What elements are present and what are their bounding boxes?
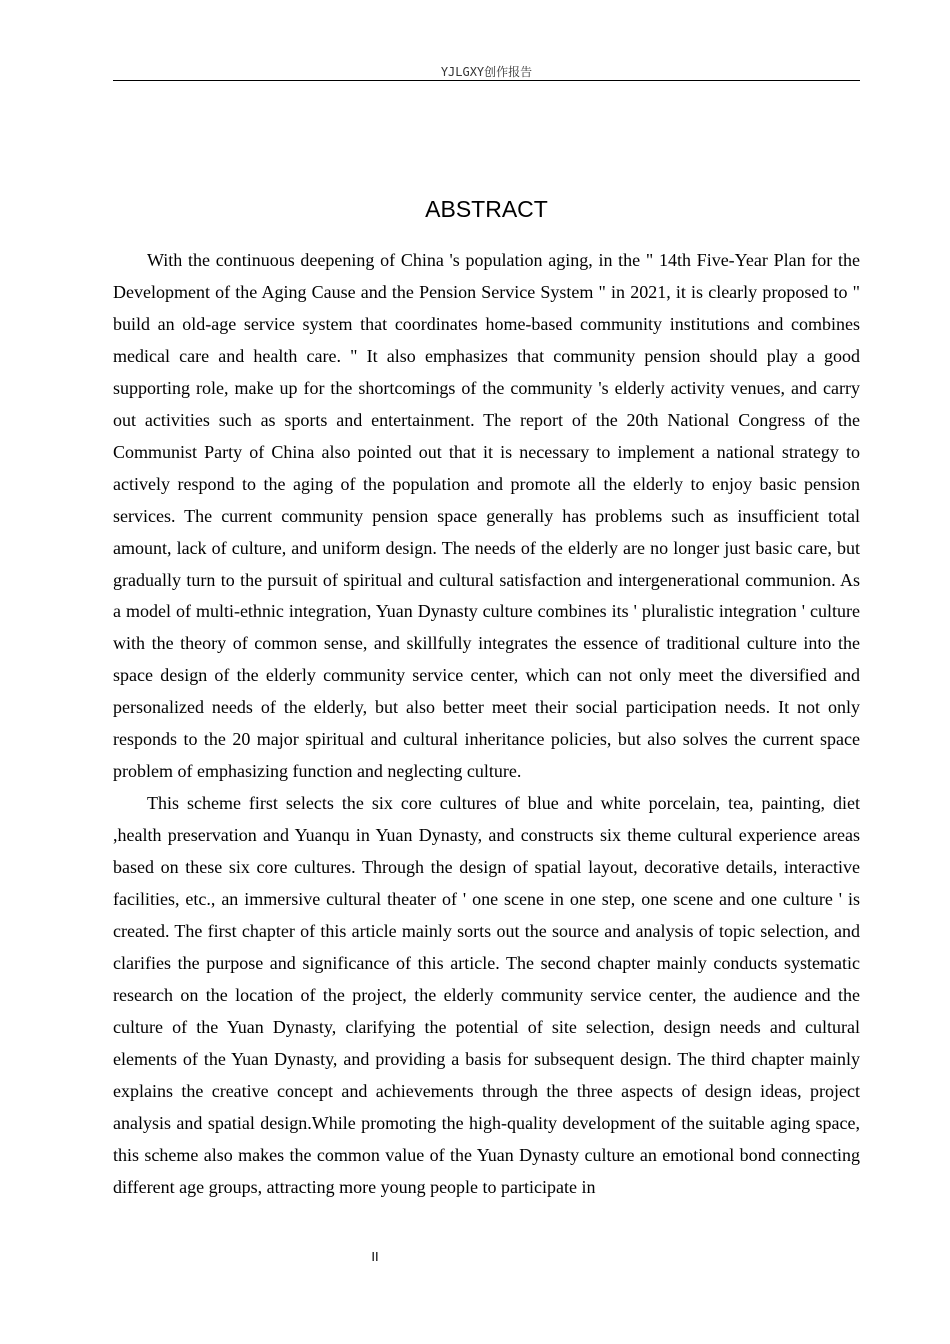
abstract-body — [113, 245, 860, 1204]
abstract-paragraph-2: This scheme first selects the six core cultures of blue and white porcelain, tea, painting, diet ,health preservation and Yuanqu in Yuan Dynasty, and constructs six theme cultural experience areas based on these six core cultures. Through the design of spatial layout, decorative details, interactive facilities, etc., an immersive cultural theater of ' one scene in one step, one scene and one culture ' is created. The first chapter of this article mainly sorts out the source and analysis of topic selection, and clarifies the purpose and significance of this article. The second chapter mainly conducts systematic research on the location of the project, the elderly community service center, the audience and the culture of the Yuan Dynasty, clarifying the potential of site selection, design needs and cultural elements of the Yuan Dynasty, and providing a basis for subsequent design. The third chapter mainly explains the creative concept and achievements through the three aspects of design ideas, project analysis and spatial design.While promoting the high-quality development of the suitable aging space, this scheme also makes the common value of the Yuan Dynasty culture an emotional bond connecting different age groups, attracting more young people to participate in — [113, 793, 860, 1197]
running-header: YJLGXY创作报告 — [440, 65, 533, 79]
header-rule — [113, 80, 860, 81]
abstract-paragraph-1: With the continuous deepening of China 's population aging, in the " 14th Five-Year Plan for the Development of the Aging Cause and the Pension Service System " in 2021, it is clearly proposed to " build an old-age service system that coordinates home-based community institutions and combines medical care and health care. " It also emphasizes that community pension should play a good supporting role, make up for the shortcomings of the community 's elderly activity venues, and carry out activities such as sports and entertainment. The report of the 20th National Congress of the Communist Party of China also pointed out that it is necessary to implement a national strategy to actively respond to the aging of the population and promote all the elderly to enjoy basic pension services. The current community pension space generally has problems such as insufficient total amount, lack of culture, and uniform design. The needs of the elderly are no longer just basic care, but gradually turn to the pursuit of spiritual and cultural satisfaction and intergenerational communion. As a model of multi-ethnic integration, Yuan Dynasty culture combines its ' pluralistic integration ' culture with the theory of common sense, and skillfully integrates the essence of traditional culture into the space design of the elderly community service center, which can not only meet the diversified and personalized needs of the elderly, but also better meet their social participation needs. It not only responds to the 20 major spiritual and cultural inheritance policies, but also solves the current space problem of emphasizing function and neglecting culture. — [113, 250, 860, 782]
abstract-title: ABSTRACT — [425, 196, 548, 223]
page-number: II — [371, 1249, 379, 1264]
